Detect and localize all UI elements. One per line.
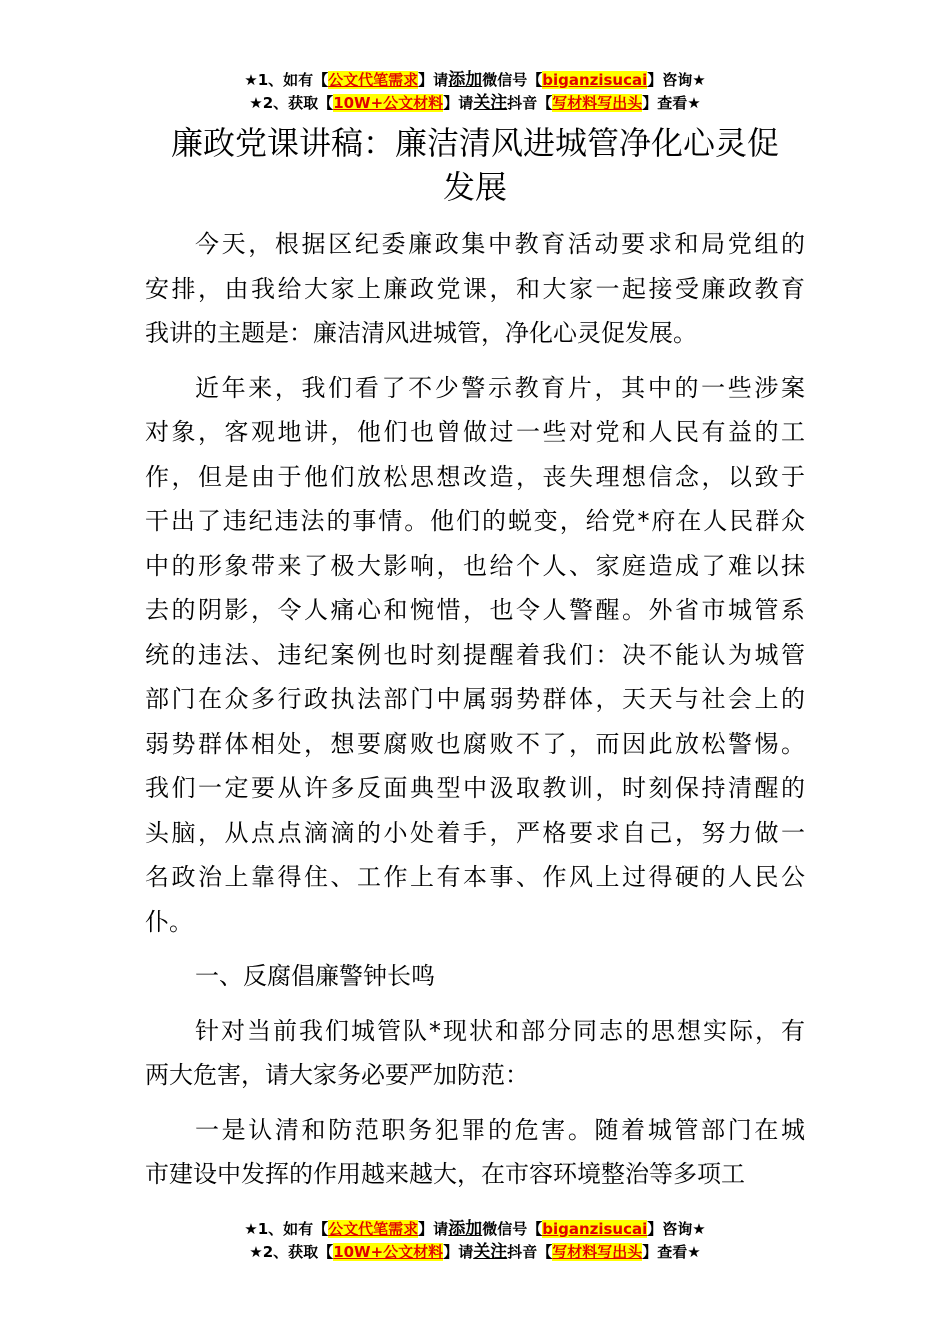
promo-highlight: 10W+公文材料 [333, 94, 444, 112]
promo-text: 】请 [418, 1220, 449, 1238]
paragraph-line: 干出了违纪违法的事情。他们的蜕变，给党*府在人民群众 [145, 507, 805, 535]
promo-highlight: biganzisucai [542, 71, 648, 89]
paragraph-line: 仆。 [145, 907, 193, 936]
paragraph-line: 我们一定要从许多反面典型中汲取教训，时刻保持清醒的 [145, 774, 805, 802]
promo-text: 】查看★ [642, 94, 701, 112]
paragraph-line: 对象，客观地讲，他们也曾做过一些对党和人民有益的工 [145, 418, 805, 446]
promo-banner-top [0, 69, 950, 115]
paragraph-line: 近年来，我们看了不少警示教育片，其中的一些涉案 [195, 373, 805, 402]
paragraph-line: 针对当前我们城管队*现状和部分同志的思想实际，有 [195, 1016, 805, 1045]
promo-text: 】查看★ [642, 1243, 701, 1261]
document-body [145, 222, 805, 1207]
title-line: 发展 [442, 168, 507, 206]
paragraph [145, 366, 805, 945]
promo-line-2 [0, 1241, 950, 1264]
promo-highlight: biganzisucai [542, 1220, 648, 1238]
paragraph [145, 1009, 805, 1098]
title-line: 廉政党课讲稿：廉洁清风进城管净化心灵促 [170, 124, 779, 162]
promo-text: 】请 [443, 94, 474, 112]
promo-line-1 [0, 1218, 950, 1241]
paragraph-line: 头脑，从点点滴滴的小处着手，严格要求自己，努力做一 [145, 818, 805, 847]
promo-text: 微信号【 [482, 71, 543, 89]
paragraph-line: 一是认清和防范职务犯罪的危害。随着城管部门在城 [195, 1115, 805, 1144]
promo-highlight: 10W+公文材料 [333, 1243, 444, 1261]
promo-underline: 关注 [473, 1242, 508, 1262]
paragraph-line: 一、反腐倡廉警钟长鸣 [195, 962, 435, 990]
paragraph-line: 统的违法、违纪案例也时刻提醒着我们：决不能认为城管 [145, 640, 805, 669]
promo-text: ★2、获取【 [249, 94, 334, 112]
promo-text: 微信号【 [482, 1220, 543, 1238]
promo-text: ★2、获取【 [249, 1243, 334, 1261]
paragraph-line: 部门在众多行政执法部门中属弱势群体，天天与社会上的 [145, 685, 805, 713]
promo-line-2 [0, 92, 950, 115]
paragraph-line: 弱势群体相处，想要腐败也腐败不了，而因此放松警惕。 [145, 729, 805, 758]
document-title [145, 121, 805, 209]
promo-text: 】咨询★ [647, 71, 706, 89]
paragraph-line: 两大危害，请大家务必要严加防范： [145, 1061, 529, 1089]
promo-underline: 添加 [448, 70, 483, 90]
paragraph-line: 去的阴影，令人痛心和惋惜，也令人警醒。外省市城管系 [145, 596, 805, 624]
paragraph [145, 1108, 805, 1197]
paragraph-line: 作，但是由于他们放松思想改造，丧失理想信念，以致于 [145, 462, 805, 491]
promo-highlight: 公文代笔需求 [328, 71, 419, 89]
paragraph [145, 222, 805, 356]
paragraph-line: 今天，根据区纪委廉政集中教育活动要求和局党组的 [195, 230, 805, 258]
paragraph-line: 市建设中发挥的作用越来越大，在市容环境整治等多项工 [145, 1160, 745, 1188]
promo-highlight: 写材料写出头 [552, 1243, 643, 1261]
promo-text: 抖音【 [507, 1243, 553, 1261]
promo-highlight: 写材料写出头 [552, 94, 643, 112]
promo-text: 抖音【 [507, 94, 553, 112]
paragraph-line: 名政治上靠得住、工作上有本事、作风上过得硬的人民公 [145, 863, 805, 891]
paragraph [145, 954, 805, 999]
promo-text: ★1、如有【 [244, 1220, 329, 1238]
paragraph-line: 中的形象带来了极大影响，也给个人、家庭造成了难以抹 [145, 551, 805, 580]
paragraph-line: 我讲的主题是：廉洁清风进城管，净化心灵促发展。 [145, 319, 697, 347]
promo-underline: 添加 [448, 1219, 483, 1239]
promo-text: 】咨询★ [647, 1220, 706, 1238]
promo-banner-bottom [0, 1218, 950, 1264]
paragraph-line: 安排，由我给大家上廉政党课，和大家一起接受廉政教育 [145, 274, 805, 303]
promo-text: 】请 [443, 1243, 474, 1261]
promo-text: 】请 [418, 71, 449, 89]
promo-line-1 [0, 69, 950, 92]
promo-text: ★1、如有【 [244, 71, 329, 89]
promo-highlight: 公文代笔需求 [328, 1220, 419, 1238]
promo-underline: 关注 [473, 93, 508, 113]
